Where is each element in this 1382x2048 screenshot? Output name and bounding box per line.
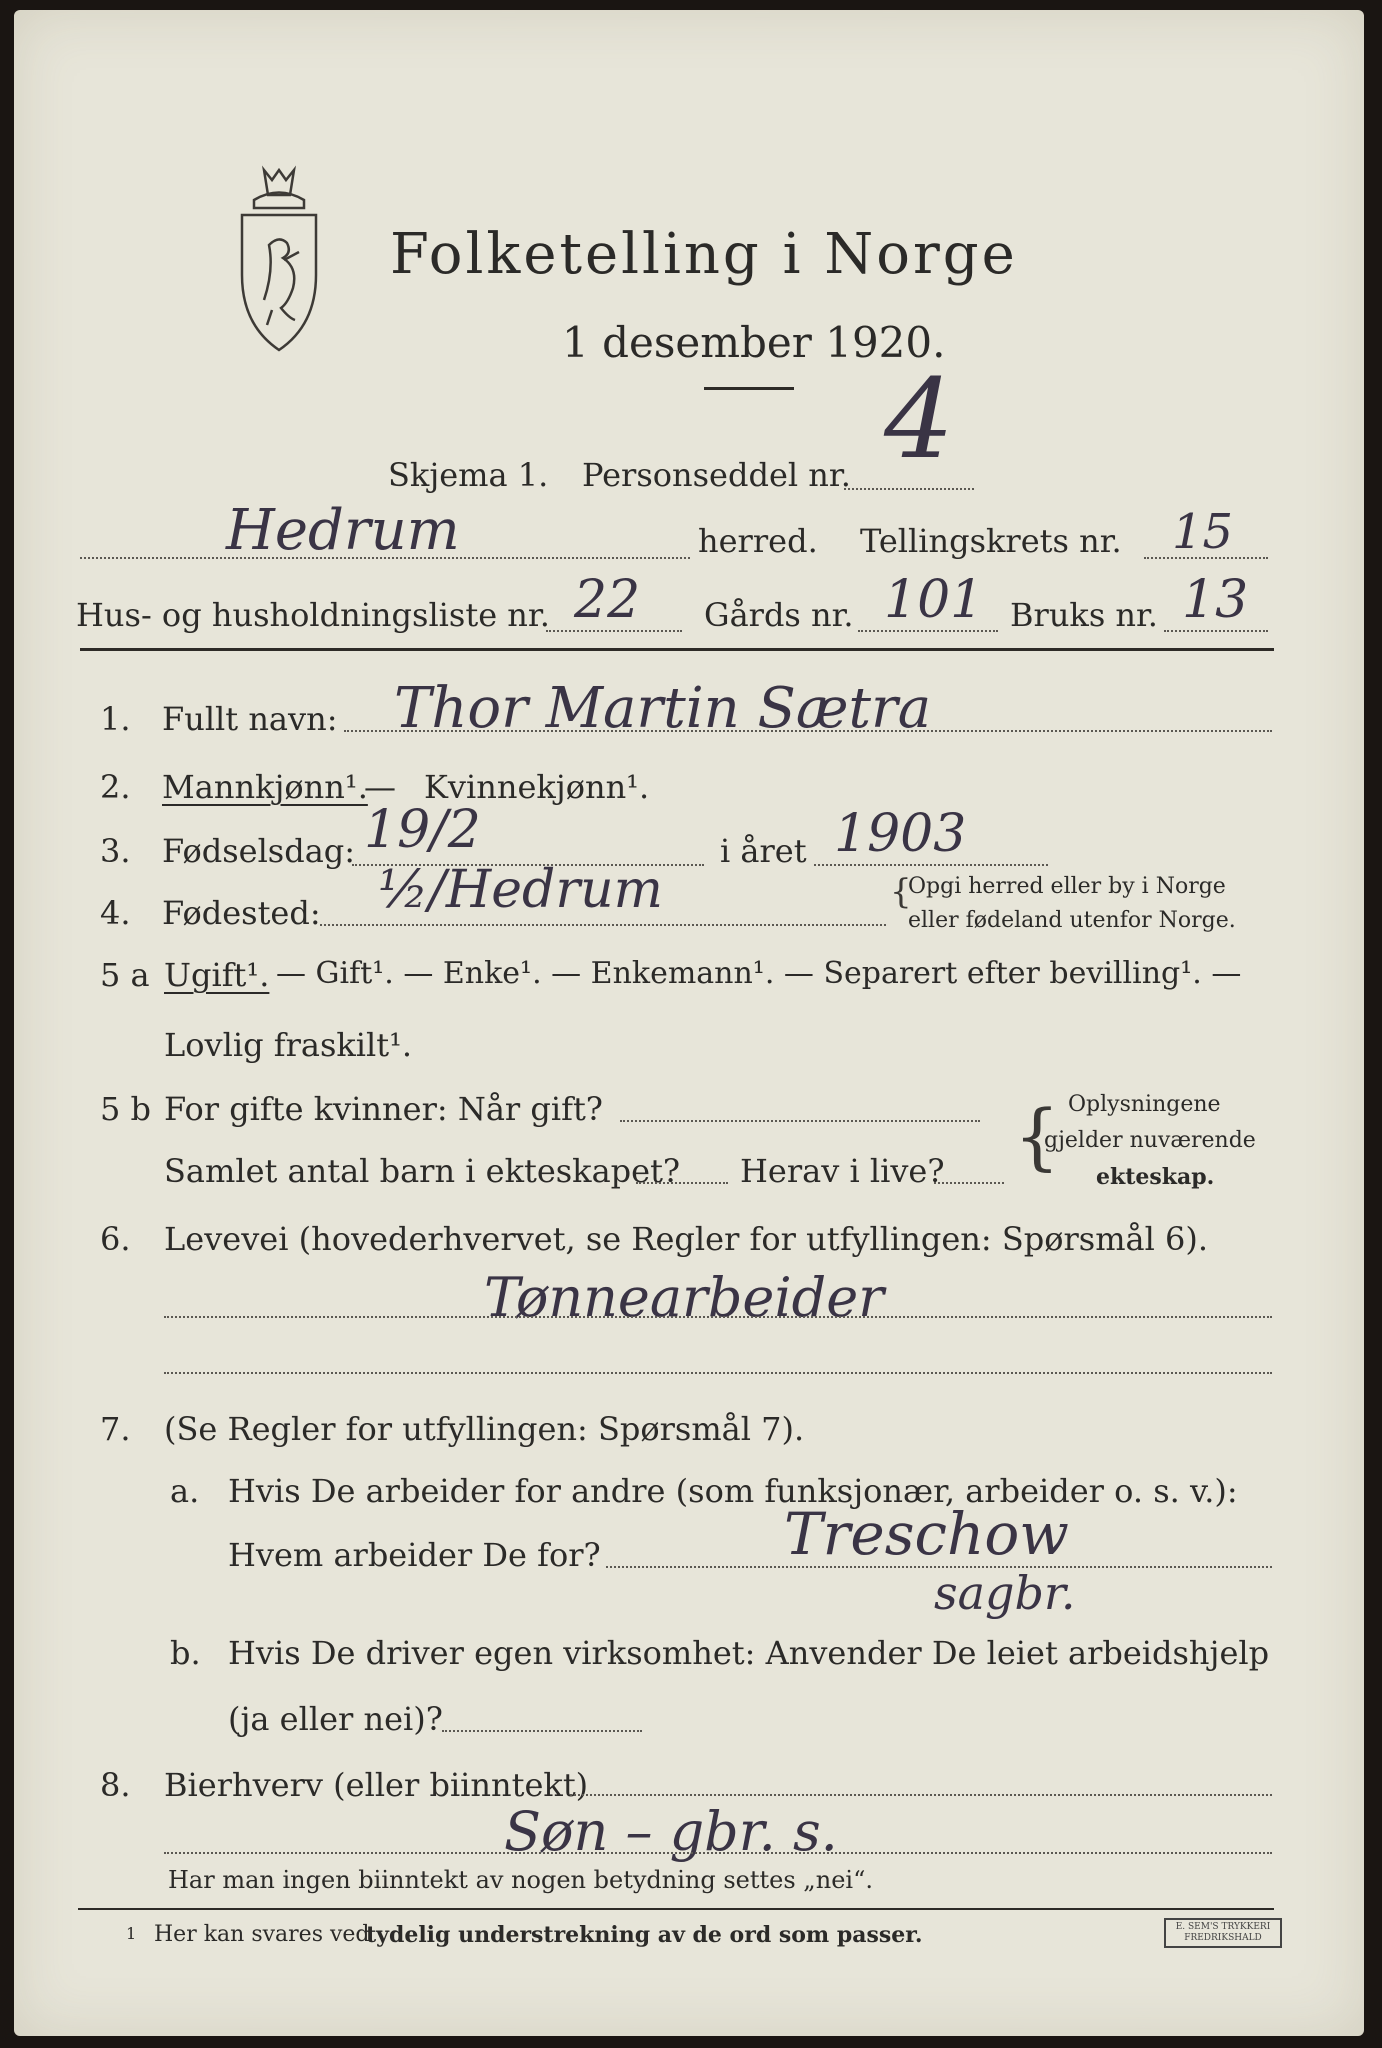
q8-line1 — [570, 1794, 1272, 1796]
form-date: 1 desember 1920. — [562, 318, 946, 367]
q2-separator: — — [364, 768, 396, 806]
q5b-line2 — [636, 1182, 728, 1184]
q3-year-line — [814, 864, 1048, 866]
stamp-line1: E. SEM'S TRYKKERI — [1175, 1922, 1271, 1932]
q3-year-label: i året — [720, 832, 807, 870]
personseddel-value: 4 — [884, 355, 954, 483]
q8-label: Bierhverv (eller biinntekt) — [164, 1766, 589, 1804]
q1-label: Fullt navn: — [162, 700, 338, 738]
q6-line1 — [164, 1316, 1272, 1318]
q1-value: Thor Martin Sætra — [394, 676, 932, 741]
q8-value: Søn – gbr. s. — [504, 1800, 838, 1863]
q5b-note3: ekteskap. — [1096, 1164, 1215, 1190]
footnote-text: Her kan svares ved — [154, 1922, 370, 1947]
q5b-number: 5 b — [100, 1090, 152, 1128]
q2-female-option: Kvinnekjønn¹. — [424, 768, 650, 806]
hus-value: 22 — [574, 570, 641, 630]
q6-value: Tønnearbeider — [484, 1266, 884, 1329]
q3-year-value: 1903 — [834, 804, 967, 864]
q6-line2 — [164, 1372, 1272, 1374]
footnote-marker: 1 — [126, 1924, 137, 1943]
q4-note-line1: Opgi herred eller by i Norge — [908, 874, 1226, 899]
q6-label: Levevei (hovederhvervet, se Regler for utfyllingen: Spørsmål 6). — [164, 1220, 1209, 1258]
q7-label: (Se Regler for utfyllingen: Spørsmål 7). — [164, 1410, 805, 1448]
footnote-bold: tydelig understrekning av de ord som passer. — [366, 1922, 923, 1948]
bruks-line — [1164, 630, 1268, 632]
herred-value: Hedrum — [226, 498, 460, 563]
q5b-line1 — [620, 1120, 980, 1122]
q5a-fraskilt-option: Lovlig fraskilt¹. — [164, 1026, 413, 1064]
bruks-label: Bruks nr. — [1010, 596, 1158, 634]
q7b-number: b. — [170, 1634, 201, 1672]
tellingskrets-value: 15 — [1172, 504, 1234, 560]
q6-number: 6. — [100, 1220, 131, 1258]
q3-label: Fødselsdag: — [162, 832, 356, 870]
q5b-brace: { — [1014, 1094, 1060, 1178]
gards-line — [858, 630, 998, 632]
q7a-number: a. — [170, 1472, 200, 1510]
title-divider — [704, 387, 794, 390]
q7a-value2: sagbr. — [934, 1566, 1076, 1620]
q5b-label1: For gifte kvinner: Når gift? — [164, 1090, 603, 1128]
hus-line — [546, 630, 682, 632]
q4-number: 4. — [100, 894, 131, 932]
q4-line — [320, 924, 886, 926]
norway-coat-of-arms-icon — [224, 160, 334, 360]
q3-number: 3. — [100, 832, 131, 870]
q8-number: 8. — [100, 1766, 131, 1804]
q7b-question: (ja eller nei)? — [228, 1700, 443, 1738]
census-form-sheet — [14, 10, 1364, 2036]
q4-label: Fødested: — [162, 894, 321, 932]
q5b-label2: Samlet antal barn i ekteskapet? — [164, 1152, 681, 1190]
tellingskrets-label: Tellingskrets nr. — [860, 522, 1122, 560]
q5b-note1: Oplysningene — [1068, 1092, 1221, 1117]
skjema-label: Skjema 1. — [388, 456, 549, 494]
q7b-line — [442, 1730, 642, 1732]
q8-note: Har man ingen biinntekt av nogen betydning settes „nei“. — [168, 1866, 873, 1894]
form-title: Folketelling i Norge — [390, 222, 1018, 287]
bruks-value: 13 — [1182, 570, 1249, 630]
q2-male-option: Mannkjønn¹. — [162, 768, 368, 806]
q7a-text: Hvis De arbeider for andre (som funksjonær, arbeider o. s. v.): — [228, 1472, 1238, 1510]
printer-stamp — [1164, 1918, 1282, 1948]
q1-number: 1. — [100, 700, 131, 738]
q5b-note2: gjelder nuværende — [1044, 1128, 1256, 1153]
q7a-question: Hvem arbeider De for? — [228, 1536, 601, 1574]
q5b-label3: Herav i live? — [740, 1152, 945, 1190]
q4-note-line2: eller fødeland utenfor Norge. — [908, 908, 1236, 933]
herred-label: herred. — [698, 522, 818, 560]
q7a-value1: Treschow — [784, 1500, 1069, 1568]
personseddel-line — [844, 488, 974, 490]
gards-label: Gårds nr. — [704, 596, 854, 634]
footer-rule — [78, 1908, 1274, 1910]
q5a-ugift-option: Ugift¹. — [164, 956, 270, 994]
q5b-line3 — [934, 1182, 1004, 1184]
q5a-number: 5 a — [100, 956, 150, 994]
q7-number: 7. — [100, 1410, 131, 1448]
q5a-other-options: — Gift¹. — Enke¹. — Enkemann¹. — Separert efter bevilling¹. — — [276, 956, 1242, 991]
q7b-text: Hvis De driver egen virksomhet: Anvender De leiet arbeidshjelp — [228, 1634, 1270, 1672]
q3-value: 19/2 — [364, 800, 481, 860]
gards-value: 101 — [884, 570, 984, 630]
hus-label: Hus- og husholdningsliste nr. — [76, 596, 550, 634]
herred-line — [80, 557, 690, 559]
personseddel-label: Personseddel nr. — [582, 456, 851, 494]
q2-number: 2. — [100, 768, 131, 806]
header-rule — [80, 648, 1274, 651]
stamp-line2: FREDRIKSHALD — [1184, 1933, 1262, 1943]
q4-brace: { — [890, 872, 912, 912]
q8-line2 — [164, 1852, 1272, 1854]
q4-value: ½/Hedrum — [378, 860, 663, 920]
